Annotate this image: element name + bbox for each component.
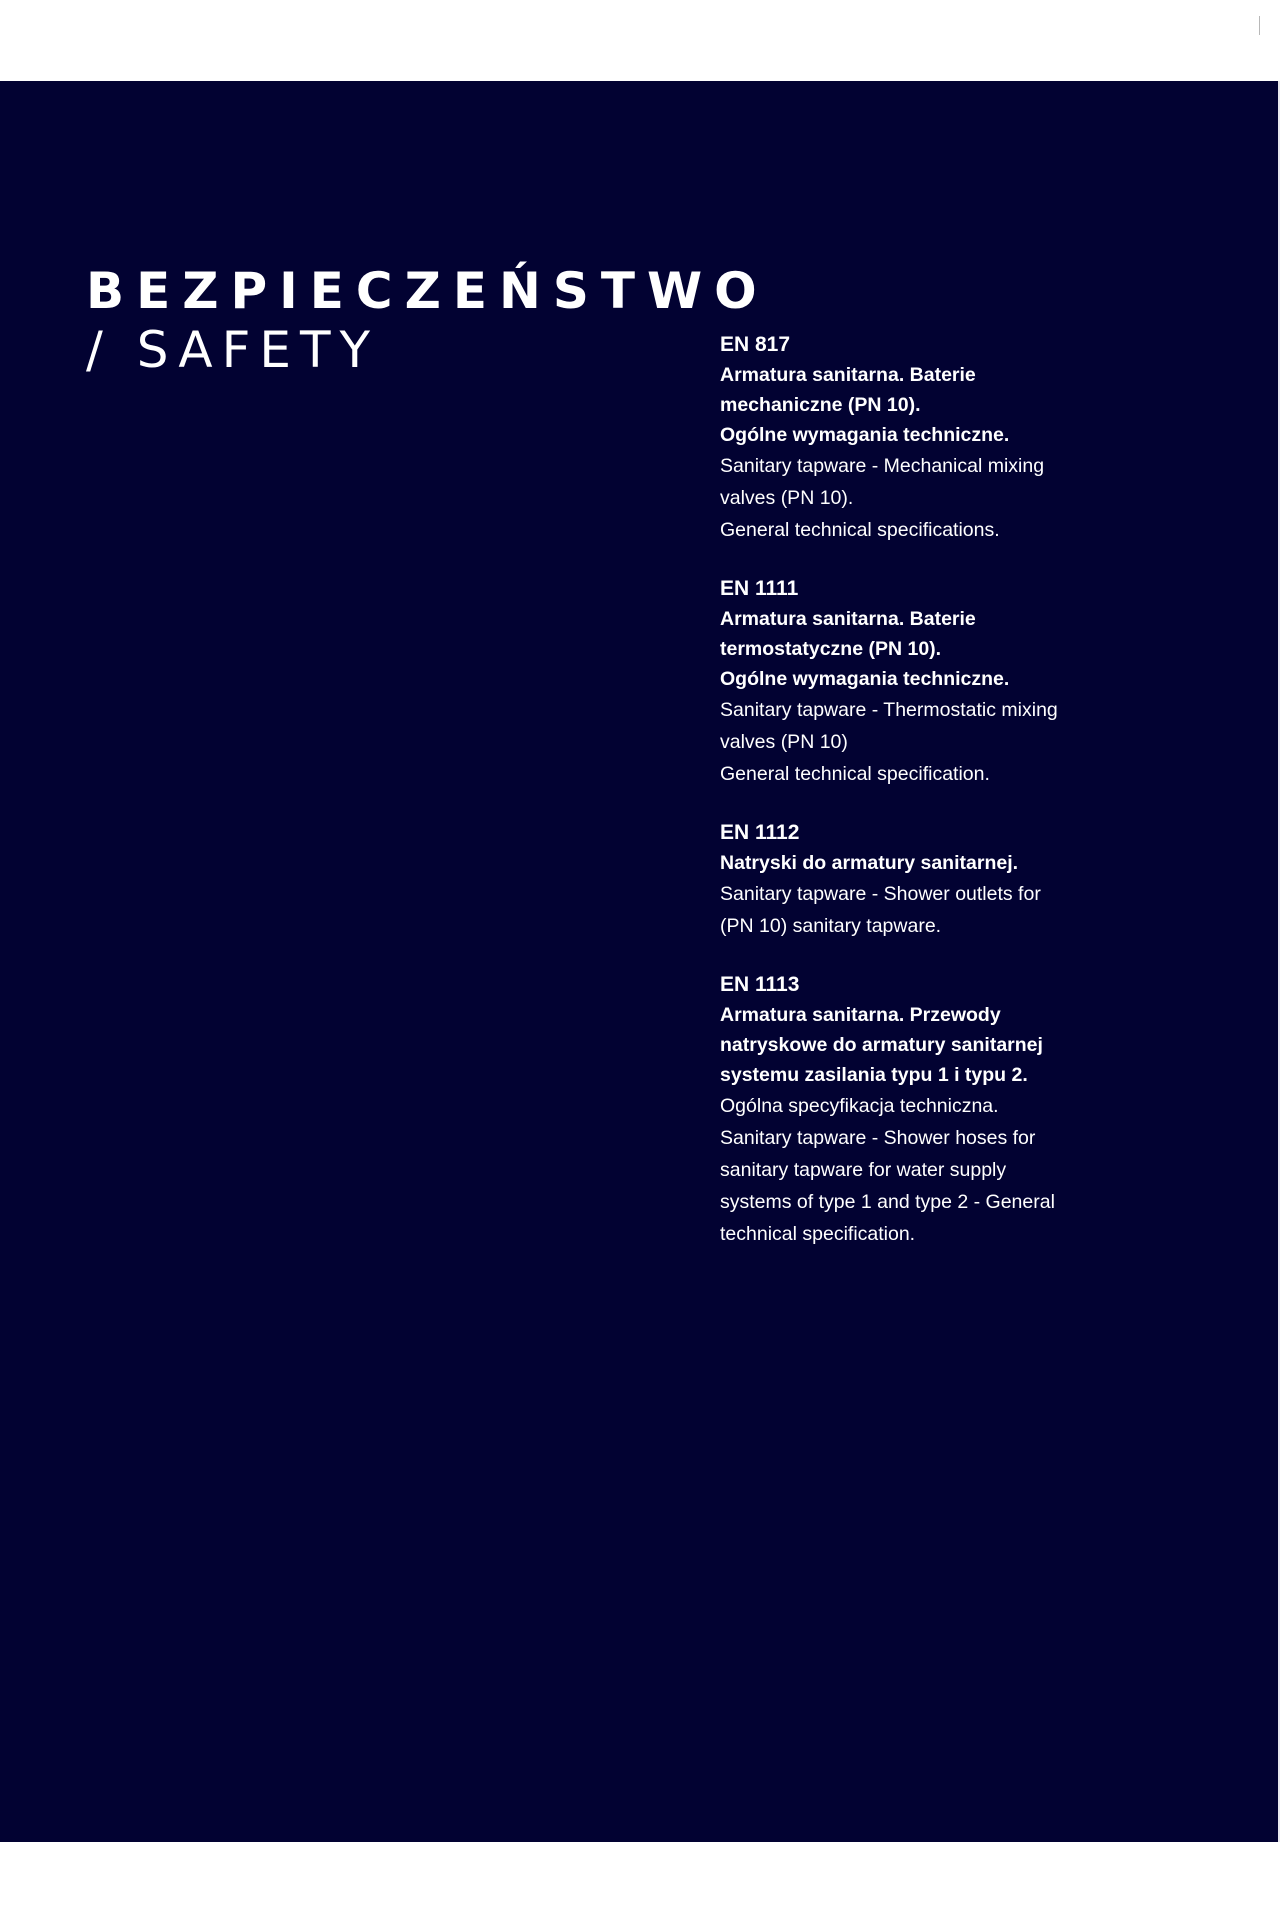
standard-code: EN 1111 [720,577,799,600]
polish-title-line: Ogólne wymagania techniczne. [720,668,1010,690]
polish-title-line: systemu zasilania typu 1 i typu 2. [720,1064,1028,1086]
standard-description [720,694,1100,790]
standard-title-polish [720,360,1100,450]
polish-title-line: termostatyczne (PN 10). [720,638,942,660]
standard-description [720,450,1100,546]
description-line: Sanitary tapware - Shower outlets for [720,883,1041,905]
page-edge-tick [1259,16,1260,35]
standard-code: EN 1112 [720,821,800,844]
standard-title-polish [720,604,1100,694]
standard-item [720,330,1100,546]
polish-title-line: natryskowe do armatury sanitarnej [720,1034,1043,1056]
description-line: systems of type 1 and type 2 - General [720,1191,1055,1213]
description-line: Sanitary tapware - Mechanical mixing [720,455,1045,477]
standard-item [720,970,1100,1250]
description-line: technical specification. [720,1223,916,1245]
standards-list [720,330,1100,1278]
description-line: Ogólna specyfikacja techniczna. [720,1095,999,1117]
page-title [86,260,769,378]
polish-title-line: Armatura sanitarna. Baterie [720,364,976,386]
polish-title-line: mechaniczne (PN 10). [720,394,921,416]
title-polish: BEZPIECZEŃSTWO [86,262,769,320]
top-margin [0,0,1280,81]
standard-code: EN 1113 [720,973,800,996]
description-line: General technical specification. [720,763,990,785]
standard-title-polish [720,848,1100,878]
polish-title-line: Natryski do armatury sanitarnej. [720,852,1019,874]
description-line: General technical specifications. [720,519,1000,541]
description-line: valves (PN 10). [720,487,854,509]
standard-item [720,818,1100,942]
bottom-margin [0,1842,1280,1927]
polish-title-line: Armatura sanitarna. Baterie [720,608,976,630]
standard-title-polish [720,1000,1100,1090]
standard-description [720,878,1100,942]
description-line: Sanitary tapware - Thermostatic mixing [720,699,1058,721]
description-line: sanitary tapware for water supply [720,1159,1007,1181]
standard-code: EN 817 [720,333,791,356]
standard-item [720,574,1100,790]
title-english: / SAFETY [86,321,380,379]
description-line: (PN 10) sanitary tapware. [720,915,942,937]
polish-title-line: Ogólne wymagania techniczne. [720,424,1010,446]
polish-title-line: Armatura sanitarna. Przewody [720,1004,1001,1026]
description-line: valves (PN 10) [720,731,848,753]
standard-description [720,1090,1100,1250]
description-line: Sanitary tapware - Shower hoses for [720,1127,1036,1149]
